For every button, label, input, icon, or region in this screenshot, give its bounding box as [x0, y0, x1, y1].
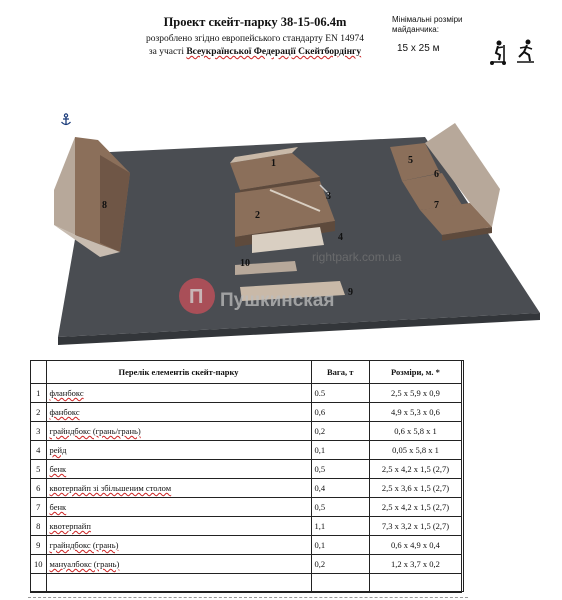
- row-element-name: [46, 479, 311, 498]
- row-number: 8: [31, 517, 47, 536]
- page-divider: [28, 597, 468, 598]
- row-element-name-text: фланбокс: [49, 388, 84, 398]
- row-weight: 0,5: [311, 460, 369, 479]
- row-element-name: [46, 422, 311, 441]
- watermark-logo-text: Пушкинская: [220, 290, 335, 311]
- row-element-name: [46, 498, 311, 517]
- table-row: [31, 555, 462, 574]
- table-row-empty: [31, 574, 462, 593]
- row-size: 1,2 x 3,7 x 0,2: [369, 555, 461, 574]
- row-element-name-text: квотерпайп: [49, 521, 91, 531]
- activity-icons: [486, 38, 542, 66]
- header-weight: Вага, т: [311, 361, 369, 384]
- table-row: [31, 517, 462, 536]
- empty-cell: [46, 574, 311, 593]
- standard-subtitle: розроблено згідно европейського стандарту EN 14974: [145, 34, 365, 44]
- row-weight: 0,1: [311, 441, 369, 460]
- row-size: 2,5 x 4,2 x 1,5 (2,7): [369, 498, 461, 517]
- row-size: 7,3 x 3,2 x 1,5 (2,7): [369, 517, 461, 536]
- row-element-name: [46, 403, 311, 422]
- project-title: Проект скейт-парку 38-15-06.4m: [163, 15, 347, 29]
- row-number: 3: [31, 422, 47, 441]
- row-element-name: [46, 517, 311, 536]
- header-name: [46, 361, 311, 384]
- label-7: 7: [434, 200, 439, 211]
- label-3: 3: [326, 191, 331, 202]
- header-num: [31, 361, 47, 384]
- row-number: 7: [31, 498, 47, 517]
- svg-text:П: П: [189, 286, 204, 308]
- skatepark-render: [30, 115, 540, 347]
- row-weight: 0,5: [311, 498, 369, 517]
- empty-cell: [31, 574, 47, 593]
- row-element-name: [46, 384, 311, 403]
- row-element-name: [46, 441, 311, 460]
- table-row: [31, 441, 462, 460]
- label-2: 2: [255, 210, 260, 221]
- row-weight: 0,6: [311, 403, 369, 422]
- table-row: [31, 536, 462, 555]
- row-weight: 0,2: [311, 422, 369, 441]
- row-size: 2,5 x 5,9 x 0,9: [369, 384, 461, 403]
- row-size: 0,6 x 4,9 x 0,4: [369, 536, 461, 555]
- min-size-label: Мінімальні розміри майданчика:: [392, 15, 463, 34]
- table-row: [31, 460, 462, 479]
- row-element-name-text: бенк: [49, 464, 67, 474]
- row-element-name-text: фанбокс: [49, 407, 80, 417]
- label-6: 6: [434, 169, 439, 180]
- row-size: 0,6 x 5,8 x 1: [369, 422, 461, 441]
- row-weight: 0,2: [311, 555, 369, 574]
- row-size: 2,5 x 3,6 x 1,5 (2,7): [369, 479, 461, 498]
- table-row: [31, 403, 462, 422]
- empty-cell: [311, 574, 369, 593]
- label-5: 5: [408, 155, 413, 166]
- row-element-name-text: рейд: [49, 445, 67, 455]
- header-name-text: Перелік елементів скейт-парку: [118, 367, 239, 377]
- row-number: 5: [31, 460, 47, 479]
- elements-table-frame: [30, 360, 464, 592]
- row-element-name-text: грайндбокс (грань/грань): [49, 426, 141, 436]
- table-row: [31, 498, 462, 517]
- table-row: [31, 479, 462, 498]
- row-weight: 0,4: [311, 479, 369, 498]
- row-size: 0,05 x 5,8 x 1: [369, 441, 461, 460]
- row-element-name: [46, 460, 311, 479]
- row-weight: 1,1: [311, 517, 369, 536]
- federation-prefix: за участі: [148, 47, 187, 57]
- label-1: 1: [271, 158, 276, 169]
- empty-cell: [369, 574, 461, 593]
- row-element-name-text: мануалбокс (грань): [49, 559, 120, 569]
- row-number: 2: [31, 403, 47, 422]
- federation-name: Всеукраїнської Федерації Скейтбордінгу: [186, 47, 362, 57]
- header-size: Розміри, м. *: [369, 361, 461, 384]
- skater-icon: [517, 40, 534, 63]
- row-element-name: [46, 536, 311, 555]
- elements-table: [30, 360, 462, 593]
- row-weight: 0.5: [311, 384, 369, 403]
- scooter-icon: [490, 41, 506, 66]
- row-element-name-text: квотерпайп зі збільшеним столом: [49, 483, 172, 493]
- min-size-value: 15 x 25 м: [397, 43, 440, 54]
- row-number: 6: [31, 479, 47, 498]
- label-8: 8: [102, 200, 107, 211]
- label-9: 9: [348, 287, 353, 298]
- row-size: 2,5 x 4,2 x 1,5 (2,7): [369, 460, 461, 479]
- row-element-name: [46, 555, 311, 574]
- table-row: [31, 384, 462, 403]
- federation-subtitle: [95, 47, 415, 57]
- table-row: [31, 422, 462, 441]
- row-number: 4: [31, 441, 47, 460]
- row-element-name-text: бенк: [49, 502, 67, 512]
- row-number: 1: [31, 384, 47, 403]
- label-4: 4: [338, 232, 343, 243]
- row-size: 4,9 x 5,3 x 0,6: [369, 403, 461, 422]
- table-header-row: [31, 361, 462, 384]
- label-10: 10: [240, 258, 250, 269]
- row-element-name-text: грайндбокс (грань): [49, 540, 119, 550]
- row-number: 9: [31, 536, 47, 555]
- watermark-site: rightpark.com.ua: [312, 250, 402, 264]
- row-weight: 0,1: [311, 536, 369, 555]
- row-number: 10: [31, 555, 47, 574]
